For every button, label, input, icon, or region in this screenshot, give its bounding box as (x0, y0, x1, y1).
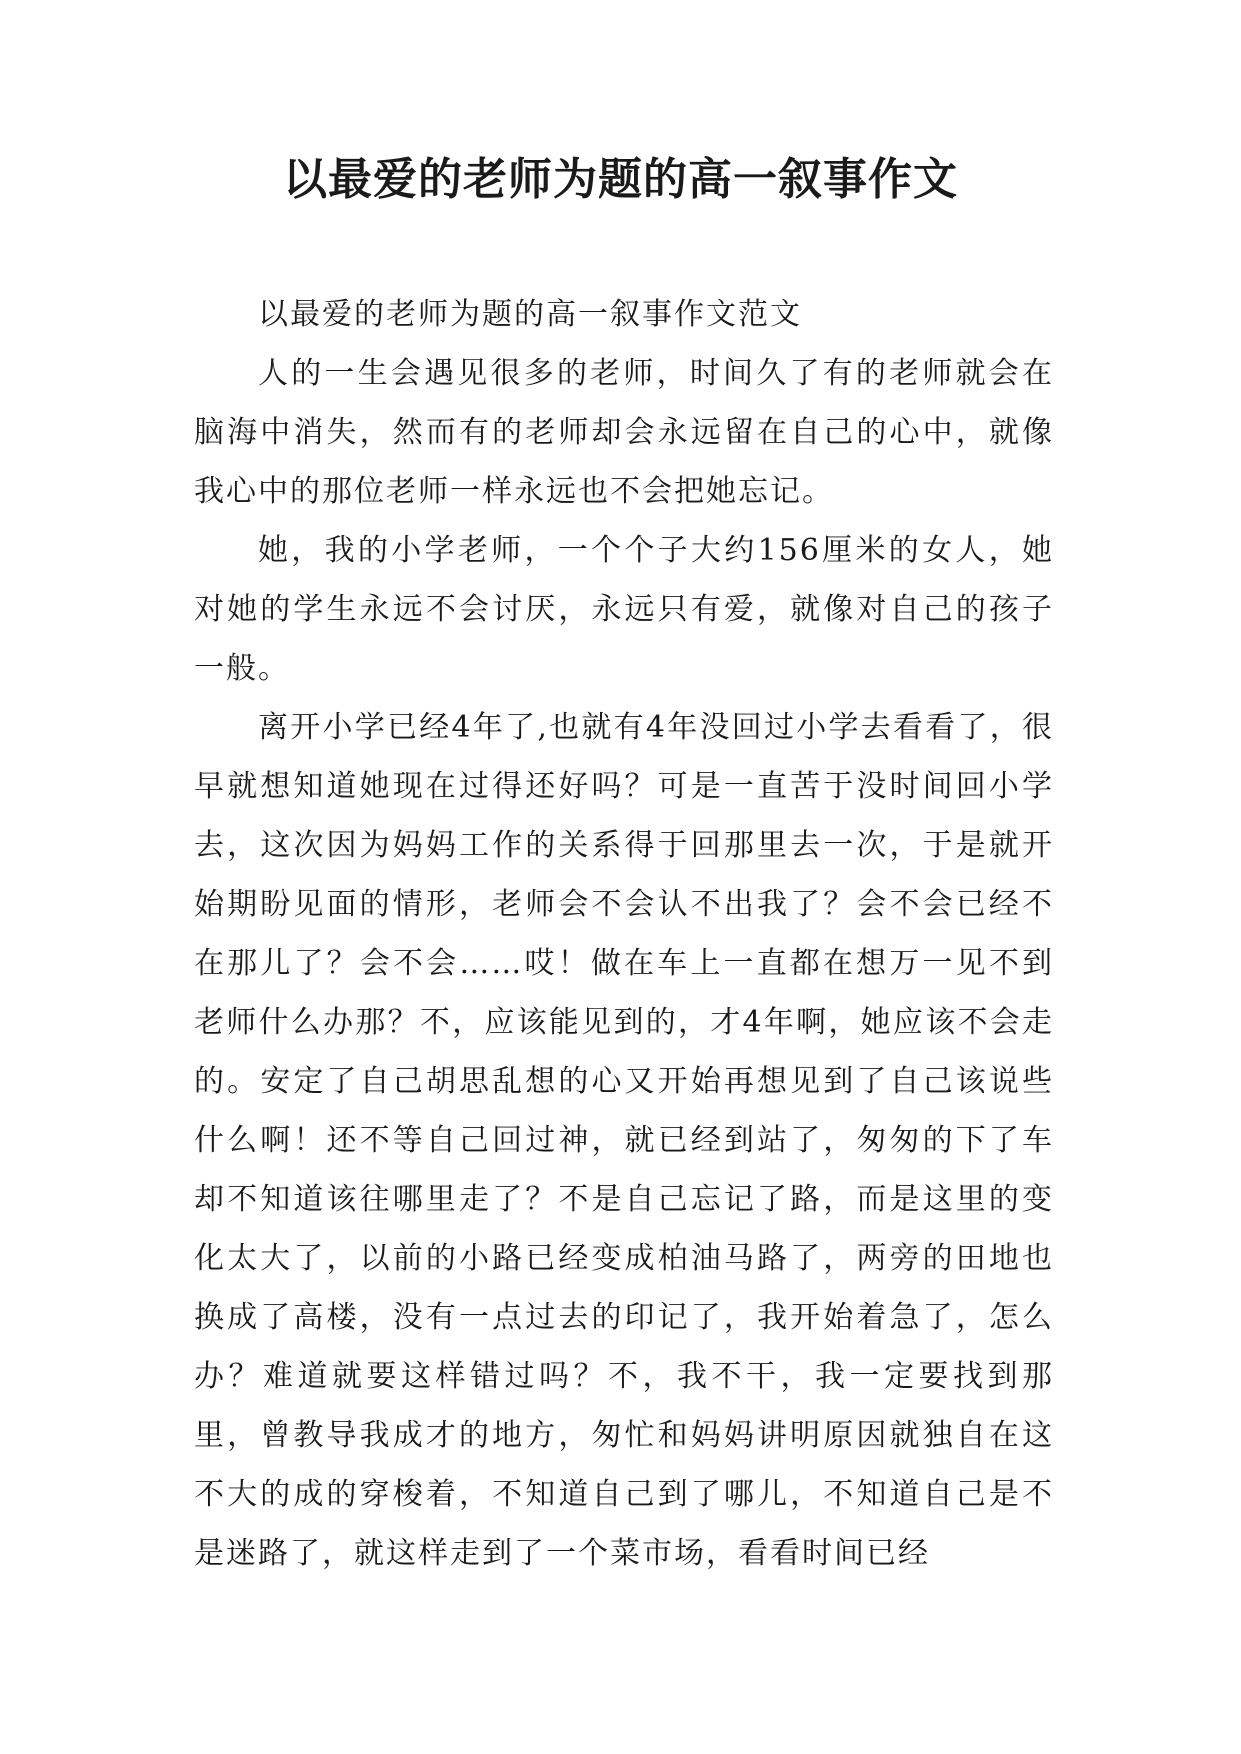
paragraph: 离开小学已经4年了,也就有4年没回过小学去看看了，很早就想知道她现在过得还好吗？可是一直苦于没时间回小学去，这次因为妈妈工作的关系得于回那里去一次，于是就开始期盼见面的情形，老师会不会认不出我了？会不会已经不在那儿了？会不会……哎！做在车上一直都在想万一见不到老师什么办那？不，应该能见到的，才4年啊，她应该不会走的。安定了自己胡思乱想的心又开始再想见到了自己该说些什么啊！还不等自己回过神，就已经到站了，匆匆的下了车却不知道该往哪里走了？不是自己忘记了路，而是这里的变化太大了，以前的小路已经变成柏油马路了，两旁的田地也换成了高楼，没有一点过去的印记了，我开始着急了，怎么办？难道就要这样错过吗？不，我不干，我一定要找到那里，曾教导我成才的地方，匆忙和妈妈讲明原因就独自在这不大的成的穿梭着，不知道自己到了哪儿，不知道自己是不是迷路了，就这样走到了一个菜市场，看看时间已经 (194, 710, 1054, 1571)
paragraph: 她，我的小学老师，一个个子大约156厘米的女人，她对她的学生永远不会讨厌，永远只有爱，就像对自己的孩子一般。 (194, 533, 1054, 686)
document-subtitle: 以最爱的老师为题的高一叙事作文范文 (258, 297, 802, 332)
document-title: 以最爱的老师为题的高一叙事作文 (283, 154, 958, 205)
document-body (194, 285, 1054, 1583)
paragraph: 人的一生会遇见很多的老师，时间久了有的老师就会在脑海中消失，然而有的老师却会永远留在自己的心中，就像我心中的那位老师一样永远也不会把她忘记。 (194, 356, 1054, 509)
